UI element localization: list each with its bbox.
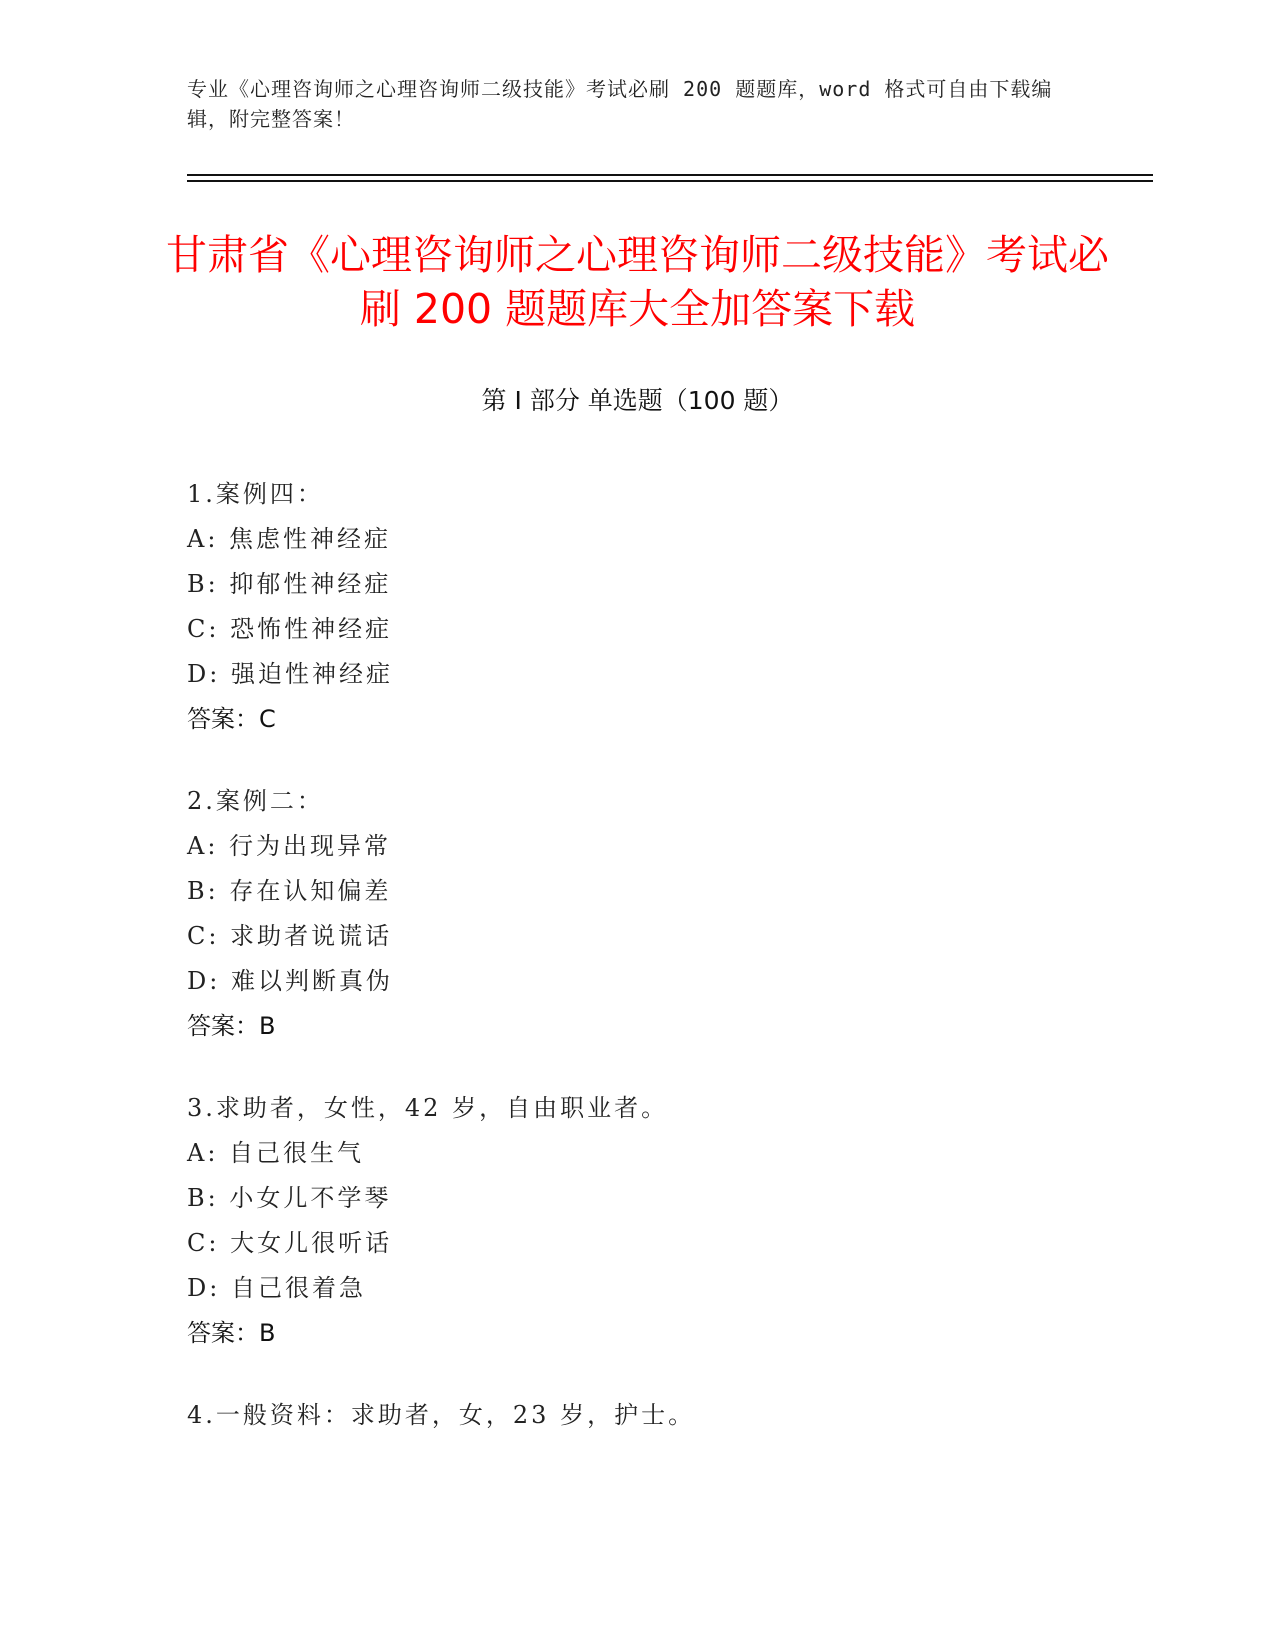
answer-line: 答案：C bbox=[187, 705, 276, 733]
question-stem: 3.求助者，女性，42 岁，自由职业者。 bbox=[187, 1094, 669, 1122]
option-c: C: 大女儿很听话 bbox=[187, 1229, 393, 1257]
answer-line: 答案：B bbox=[187, 1319, 276, 1347]
question-item bbox=[187, 779, 1087, 1049]
option-a: A: 行为出现异常 bbox=[187, 832, 392, 860]
header-note: 专业《心理咨询师之心理咨询师二级技能》考试必刷 200 题题库，word 格式可自由下载编辑，附完整答案！ bbox=[187, 77, 1053, 131]
option-b: B: 小女儿不学琴 bbox=[187, 1184, 392, 1212]
option-d: D: 强迫性神经症 bbox=[187, 660, 393, 688]
header-divider-bottom bbox=[187, 180, 1153, 182]
question-list bbox=[187, 472, 1087, 1475]
option-a: A: 焦虑性神经症 bbox=[187, 525, 392, 553]
question-item bbox=[187, 472, 1087, 742]
document-title: 甘肃省《心理咨询师之心理咨询师二级技能》考试必刷 200 题题库大全加答案下载 bbox=[166, 231, 1109, 333]
option-c: C: 求助者说谎话 bbox=[187, 922, 393, 950]
section-heading: 第 I 部分 单选题（100 题） bbox=[481, 386, 794, 415]
question-item bbox=[187, 1086, 1087, 1356]
option-d: D: 难以判断真伪 bbox=[187, 967, 393, 995]
answer-line: 答案：B bbox=[187, 1012, 276, 1040]
option-a: A: 自己很生气 bbox=[187, 1139, 365, 1167]
option-c: C: 恐怖性神经症 bbox=[187, 615, 393, 643]
question-item bbox=[187, 1393, 1087, 1438]
question-stem: 2.案例二： bbox=[187, 787, 324, 815]
header-divider-top bbox=[187, 174, 1153, 176]
question-stem: 4.一般资料：求助者，女，23 岁，护士。 bbox=[187, 1401, 696, 1429]
question-stem: 1.案例四： bbox=[187, 480, 324, 508]
option-d: D: 自己很着急 bbox=[187, 1274, 366, 1302]
option-b: B: 抑郁性神经症 bbox=[187, 570, 392, 598]
option-b: B: 存在认知偏差 bbox=[187, 877, 392, 905]
